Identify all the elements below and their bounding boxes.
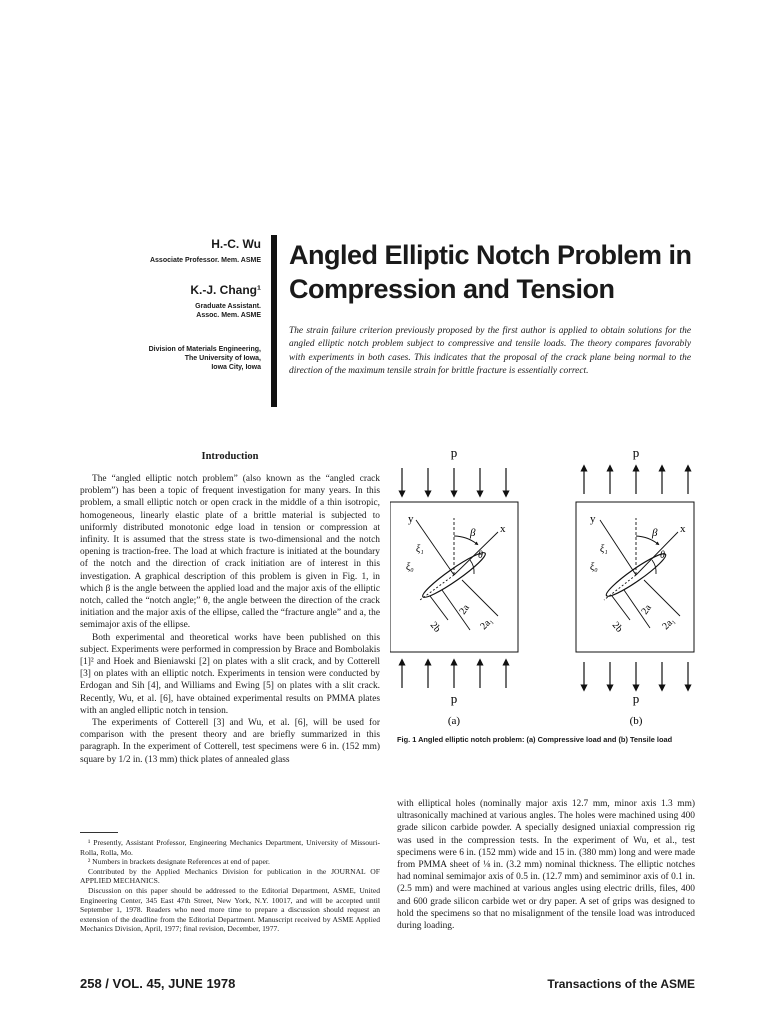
footnote: ¹ Presently, Assistant Professor, Engineering Mechanics Department, University of Missouri-Rolla, Rolla, Mo. <box>80 838 380 857</box>
figure-1 <box>390 440 710 730</box>
affiliation <box>149 345 261 372</box>
right-column-body: with elliptical holes (nominally major axis 12.7 mm, minor axis 1.3 mm) ultrasonically machined at various angles. The holes were machined using 400 grade silicon carbide powder. A specially designed uniaxial compression rig was used in the compression tests. In the experiment of Wu, et al., test specimens were 6 in. (152 mm) wide and 15 in. (380 mm) long and were made from PMMA sheet of ⅛ in. (3.2 mm) nominal thickness. The elliptic notches had nominal semimajor axis of 0.5 in. (12.7 mm) and semiminor axis of 0.1 in. (2.5 mm) and were machined at various angles using electric drills, files, 400 and 600 grade silicon carbide wet or dry paper. A set of grips was designed to hold the specimens so that no misalignment of the tensile load was introduced during loading. <box>397 799 695 932</box>
intro-paragraph: Both experimental and theoretical works have been published on this subject. Experiments were performed in compression by Brace and Bombolakis [1]² and Hoek and Bieniawski [2] on plates with a slit crack, and by Cotterell [3] on plates with an elliptic notch. Experiments in tension were conducted by Erdogan and Sih [4], and Williams and Ewing [5] on plates with a slit crack. Recently, Wu, et al. [6], have obtained experimental results on PMMA plates with an angled elliptic notch in tension. <box>80 632 380 716</box>
compressive-arrows-top <box>402 468 506 494</box>
label-2a-a: 2a <box>457 602 472 617</box>
paper-title <box>289 238 692 306</box>
footnote: Discussion on this paper should be addressed to the Editorial Department, ASME, United Engineering Center, 345 East 47th Street, New York, N.Y. 10017, and will be accepted until September 1, 1978. Readers who need more time to prepare a discussion should request an extension of the deadline from the Editorial Department. Manuscript received by ASME Applied Mechanics Division, April, 1977; final revision, December, 1977. <box>80 885 380 934</box>
intro-paragraph: The “angled elliptic notch problem” (also known as the “angled crack problem”) has been a topic of frequent investigation for many years. In this problem, a small elliptic notch or open crack in the middle of a thin isotropic, homogeneous, linearly elastic plate of a brittle material is subjected to uniformly distributed monotonic edge load in tension or compression at infinity. It is assumed that the stress state is two-dimensional and the notch opening is traction-free. The load at which fracture is initiated at the boundary of the notch and the direction of crack initiation are of interest in this investigation. A graphical description of this problem is given in Fig. 1, in which β is the angle between the applied load and the major axis of the elliptic notch, called the “notch angle;” θ, the angle between the direction of the crack initiation and the major axis of the ellipse, called the “fracture angle” and a, the semimajor axis of the ellipse. <box>80 474 380 631</box>
page-footer-right: Transactions of the ASME <box>547 977 695 991</box>
label-theta-a: θ <box>478 550 483 561</box>
title-line: Angled Elliptic Notch Problem in <box>289 240 692 270</box>
intro-body <box>80 473 380 766</box>
label-2a1-a: 2a₁ <box>478 615 496 633</box>
label-xi0-b: ξ₀ <box>590 562 598 573</box>
abstract: The strain failure criterion previously proposed by the first author is applied to obtain solutions for the angled elliptic notch problem subject to compressive and tensile loads. The theory compares favorably with experiments in both cases. This indicates that the proposal of the crack plane being normal to the direction of the maximum tensile strain for brittle fracture is essentially correct. <box>289 326 691 377</box>
label-xi1-b: ξ₁ <box>600 544 608 555</box>
load-label-bottom-a: p <box>450 691 458 706</box>
author-1-title: Associate Professor. Mem. ASME <box>149 257 261 264</box>
affiliation-line: Iowa City, Iowa <box>211 364 261 371</box>
figure-caption: Fig. 1 Angled elliptic notch problem: (a) Compressive load and (b) Tensile load <box>397 735 673 744</box>
label-beta-a: β <box>470 527 476 539</box>
label-2b-a: 2b <box>427 619 443 635</box>
intro-paragraph: The experiments of Cotterell [3] and Wu, et al. [6], will be used for comparison with the present theory and are briefly summarized in this paragraph. In the experiment of Cotterell, test specimens were 6 in. (152 mm) square by 1/2 in. (13 mm) thick plates of annealed glass <box>80 718 380 765</box>
label-y-a: y <box>408 513 414 525</box>
notch-geometry-a <box>416 518 498 633</box>
label-theta-b: θ <box>660 550 665 561</box>
page-footer-left: 258 / VOL. 45, JUNE 1978 <box>80 976 236 991</box>
author-2-title-line: Graduate Assistant. <box>195 303 261 310</box>
label-xi1-a: ξ₁ <box>416 544 424 555</box>
affiliation-line: The University of Iowa, <box>184 355 261 362</box>
label-xi0-a: ξ₀ <box>406 562 414 573</box>
tensile-arrows-top <box>584 468 688 494</box>
load-label-top-b: p <box>632 445 640 460</box>
compressive-arrows-bottom <box>402 662 506 688</box>
title-divider-bar <box>271 235 277 407</box>
label-2b-b: 2b <box>609 619 625 635</box>
tensile-arrows-bottom <box>584 662 688 688</box>
label-y-b: y <box>590 513 596 525</box>
label-beta-b: β <box>652 527 658 539</box>
panel-label-a: (a) <box>447 715 461 727</box>
author-2-name: K.-J. Chang¹ <box>190 283 261 297</box>
label-x-b: x <box>680 523 686 535</box>
footnote: Contributed by the Applied Mechanics Division for publication in the JOURNAL OF APPLIED MECHANICS. <box>80 866 380 886</box>
load-label-top-a: p <box>450 445 458 460</box>
title-line: Compression and Tension <box>289 274 615 304</box>
author-1-name: H.-C. Wu <box>211 237 261 251</box>
label-x-a: x <box>500 523 506 535</box>
footnotes <box>80 838 380 934</box>
footnote-rule <box>80 832 118 833</box>
label-2a-b: 2a <box>639 602 654 617</box>
author-2-title <box>195 302 261 320</box>
load-label-bottom-b: p <box>632 691 640 706</box>
section-heading-introduction: Introduction <box>201 451 259 462</box>
author-2-title-line: Assoc. Mem. ASME <box>196 312 261 319</box>
label-2a1-b: 2a₁ <box>660 615 678 633</box>
affiliation-line: Division of Materials Engineering, <box>148 346 261 353</box>
panel-label-b: (b) <box>629 715 643 727</box>
footnote: ² Numbers in brackets designate References at end of paper. <box>88 857 270 867</box>
